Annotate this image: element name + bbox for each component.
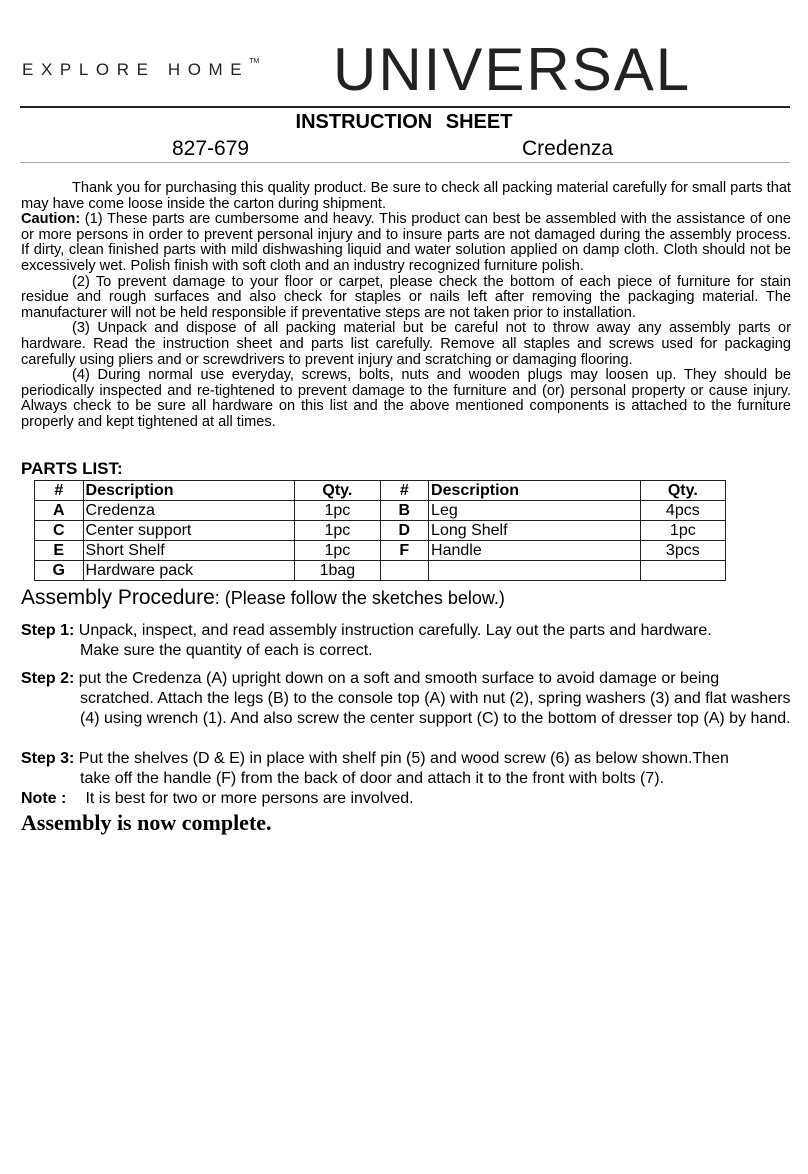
document-header bbox=[0, 0, 808, 112]
part-description: Long Shelf bbox=[429, 521, 641, 541]
header-id: # bbox=[35, 481, 84, 501]
floor-paragraph: (2) To prevent damage to your floor or carpet, please check the bottom of each piece of furniture for stain residue and rough surfaces and also check for staples or nails left after removing the packaging material. The manufacturer will not be held responsible if preventative steps are not taken prior to installation. bbox=[21, 273, 791, 321]
table-header-row bbox=[35, 481, 726, 501]
step-text: put the Credenza (A) upright down on a soft and smooth surface to avoid damage or being bbox=[74, 670, 720, 687]
maintenance-paragraph: (4) During normal use everyday, screws, bolts, nuts and wooden plugs may loosen up. They should be periodically inspected and re-tightened to prevent damage to the furniture and (or) personal property or cause injury. Always check to be sure all hardware on this list and the above mentioned components is attached to the furniture properly and kept tightened at all times. bbox=[21, 367, 791, 430]
part-qty: 1pc bbox=[295, 501, 380, 521]
step-label: Step 2: bbox=[21, 670, 75, 687]
header-id: # bbox=[380, 481, 428, 501]
part-description: Credenza bbox=[83, 501, 295, 521]
step-text: scratched. Attach the legs (B) to the console top (A) with nut (2), spring washers (3) and flat washers (4) using wrench (1). And also screw the center support (C) to the bottom of dresser top (A) by hand. bbox=[80, 690, 791, 727]
header-description: Description bbox=[83, 481, 295, 501]
part-id: C bbox=[35, 521, 84, 541]
parts-list-heading: PARTS LIST: bbox=[21, 459, 123, 478]
part-description: Handle bbox=[429, 541, 641, 561]
intro-paragraph: Thank you for purchasing this quality product. Be sure to check all packing material carefully for small parts that may have come loose inside the carton during shipment. bbox=[21, 180, 791, 212]
table-row bbox=[35, 541, 726, 561]
header-qty: Qty. bbox=[295, 481, 380, 501]
parts-table bbox=[34, 480, 726, 581]
part-qty: 1pc bbox=[640, 521, 725, 541]
step-3 bbox=[21, 749, 791, 789]
completion-message: Assembly is now complete. bbox=[21, 810, 272, 835]
part-qty: 1pc bbox=[295, 541, 380, 561]
step-label: Step 3: bbox=[21, 750, 75, 767]
part-id: B bbox=[380, 501, 428, 521]
caution-label: Caution: bbox=[21, 211, 81, 228]
table-row bbox=[35, 501, 726, 521]
product-name: Credenza bbox=[522, 137, 614, 160]
header-description: Description bbox=[429, 481, 641, 501]
unpack-paragraph: (3) Unpack and dispose of all packing material but be careful not to throw away any assembly parts or hardware. Read the instruction sheet and parts list carefully. Remove all staples and screws used for packaging carefully using pliers and or screwdrivers to prevent injury and scratching or damaging flooring. bbox=[21, 320, 791, 368]
part-id: G bbox=[35, 561, 84, 581]
sheet-title: INSTRUCTION SHEET bbox=[295, 111, 513, 133]
step-text: Put the shelves (D & E) in place with shelf pin (5) and wood screw (6) as below shown.Then bbox=[74, 750, 729, 767]
part-id: E bbox=[35, 541, 84, 561]
part-qty: 1pc bbox=[295, 521, 380, 541]
step-text: Make sure the quantity of each is correct. bbox=[80, 642, 373, 659]
note-label: Note : bbox=[21, 790, 67, 807]
note-text: It is best for two or more persons are involved. bbox=[81, 790, 414, 807]
step-1 bbox=[21, 621, 791, 661]
assembly-subtitle: : (Please follow the sketches below.) bbox=[214, 588, 505, 608]
brand-tagline: EXPLORE HOME™ bbox=[22, 58, 260, 79]
part-description: Center support bbox=[83, 521, 295, 541]
part-id: A bbox=[35, 501, 84, 521]
part-description: Leg bbox=[429, 501, 641, 521]
part-description: Hardware pack bbox=[83, 561, 295, 581]
header-divider bbox=[20, 106, 790, 108]
note bbox=[21, 789, 791, 809]
assembly-heading bbox=[21, 586, 505, 610]
caution-paragraph bbox=[21, 212, 791, 274]
table-row bbox=[35, 521, 726, 541]
part-qty: 1bag bbox=[295, 561, 380, 581]
step-text: Unpack, inspect, and read assembly instruction carefully. Lay out the parts and hardware. bbox=[74, 622, 712, 639]
title-divider bbox=[20, 162, 790, 163]
header-qty: Qty. bbox=[640, 481, 725, 501]
brand-logo: UNIVERSAL bbox=[333, 36, 692, 103]
part-description: Short Shelf bbox=[83, 541, 295, 561]
part-qty: 3pcs bbox=[640, 541, 725, 561]
step-label: Step 1: bbox=[21, 622, 75, 639]
intro-section bbox=[21, 181, 791, 431]
part-id: F bbox=[380, 541, 428, 561]
part-qty bbox=[640, 561, 725, 581]
step-text: take off the handle (F) from the back of door and attach it to the front with bolts (7). bbox=[80, 770, 665, 787]
part-description bbox=[429, 561, 641, 581]
assembly-title: Assembly Procedure bbox=[21, 586, 215, 609]
part-qty: 4pcs bbox=[640, 501, 725, 521]
model-number: 827-679 bbox=[172, 137, 250, 160]
trademark-symbol: TM bbox=[249, 58, 260, 65]
table-row bbox=[35, 561, 726, 581]
part-id: D bbox=[380, 521, 428, 541]
caution-text: (1) These parts are cumbersome and heavy. This product can best be assembled with the assistance of one or more persons in order to prevent personal injury and to insure parts are not damaged during the assembly process. If dirty, clean finished parts with mild dishwashing liquid and water solution applied on damp cloth. Cloth should not be excessively wet. Polish finish with soft cloth and an industry recognized furniture polish. bbox=[21, 211, 791, 274]
step-2 bbox=[21, 669, 791, 729]
part-id bbox=[380, 561, 428, 581]
